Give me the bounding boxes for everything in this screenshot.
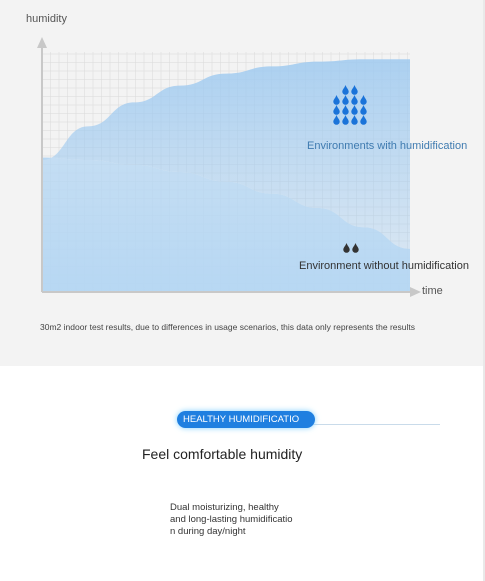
description-line: and long-lasting humidificatio xyxy=(170,514,293,525)
description-line: Dual moisturizing, healthy xyxy=(170,502,279,513)
healthy-humidification-badge: HEALTHY HUMIDIFICATIO xyxy=(177,411,315,428)
x-axis-label: time xyxy=(422,285,443,297)
footnote: 30m2 indoor test results, due to differences in usage scenarios, this data only represents the results xyxy=(40,322,415,332)
series-label-without-humidification: Environment without humidification xyxy=(299,260,469,272)
headline: Feel comfortable humidity xyxy=(142,446,303,462)
x-axis-arrow-icon xyxy=(410,287,421,297)
description xyxy=(170,502,330,538)
y-axis-label: humidity xyxy=(26,13,67,25)
description-line: n during day/night xyxy=(170,526,246,537)
y-axis-arrow-icon xyxy=(37,37,47,48)
series-label-with-humidification: Environments with humidification xyxy=(307,140,468,152)
